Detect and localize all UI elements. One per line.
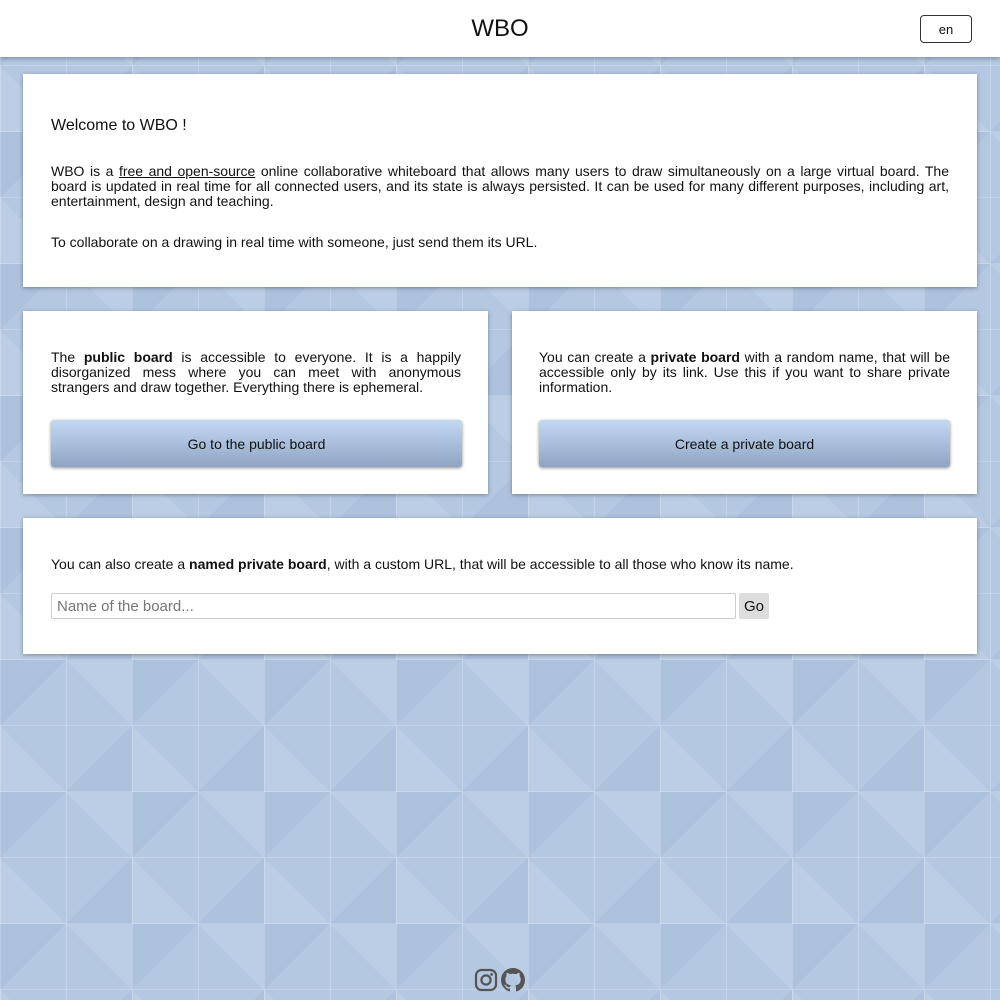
private-board-term: private board (650, 349, 740, 365)
intro-text-start: WBO is a (51, 163, 119, 179)
named-board-term: named private board (189, 556, 327, 572)
welcome-heading: Welcome to WBO ! (51, 117, 187, 134)
named-board-card (23, 518, 977, 654)
collaborate-text: To collaborate on a drawing in real time with someone, just send them its URL. (51, 234, 538, 250)
go-button[interactable]: Go (739, 593, 769, 619)
named-text-end: , with a custom URL, that will be accessible to all those who know its name. (326, 556, 794, 572)
instagram-icon[interactable] (474, 968, 498, 992)
public-board-term: public board (83, 349, 173, 365)
footer (474, 968, 526, 994)
private-text-start: You can create a (539, 349, 651, 365)
intro-paragraph (51, 164, 949, 209)
public-text-end: is accessible to everyone. It is a happily disorganized mess where you can meet with anonymous strangers and draw together. Everything there is ephemeral. (51, 349, 462, 395)
private-board-card (512, 311, 977, 494)
board-name-input[interactable] (51, 593, 736, 619)
github-icon[interactable] (501, 968, 525, 992)
public-text-start: The (51, 349, 84, 365)
private-board-description (539, 350, 950, 395)
intro-text-end: online collaborative whiteboard that allows many users to draw simultaneously on a large virtual board. The board is updated in real time for all connected users, and its state is always persisted. It can be used for many different purposes, including art, entertainment, design and teaching. (51, 163, 949, 209)
header (0, 0, 1000, 57)
private-text-end: with a random name, that will be accessible only by its link. Use this if you want to share private information. (539, 349, 950, 395)
go-public-board-button[interactable]: Go to the public board (51, 420, 462, 467)
create-private-board-button[interactable]: Create a private board (539, 420, 950, 467)
welcome-card (23, 74, 977, 287)
public-board-description (51, 350, 461, 395)
named-board-description (51, 557, 949, 572)
site-title: WBO (471, 15, 529, 42)
open-source-link[interactable]: free and open-source (118, 163, 256, 179)
language-button[interactable]: en (920, 15, 972, 43)
public-board-card (23, 311, 488, 494)
named-text-start: You can also create a (51, 556, 190, 572)
